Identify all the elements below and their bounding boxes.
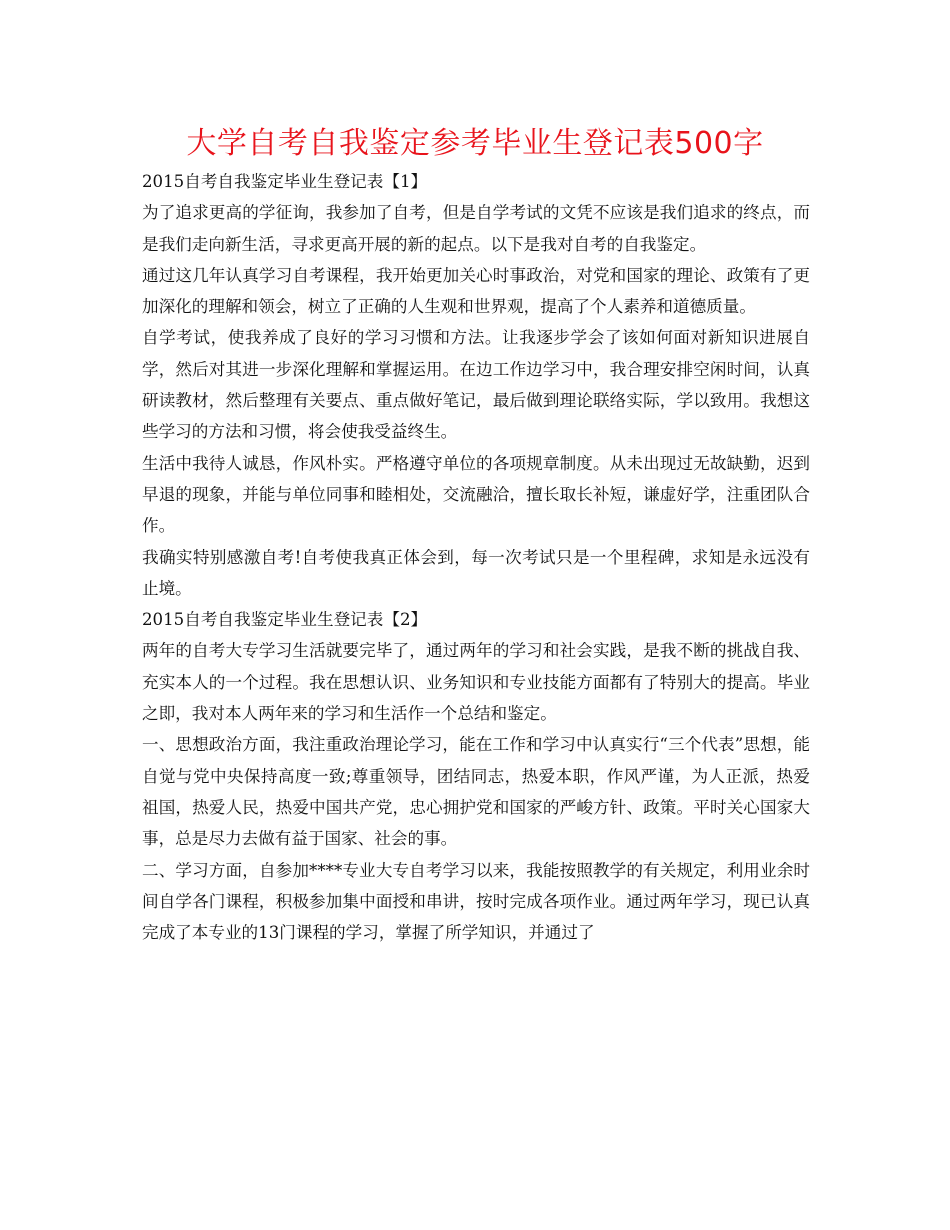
paragraph: 二、学习方面，自参加****专业大专自考学习以来，我能按照教学的有关规定，利用业余时间自学各门课程，积极参加集中面授和串讲，按时完成各项作业。通过两年学习，现已认真完成了本专业的13门课程的学习，掌握了所学知识，并通过了 <box>142 860 810 943</box>
paragraph: 为了追求更高的学征询，我参加了自考，但是自学考试的文凭不应该是我们追求的终点，而是我们走向新生活，寻求更高开展的新的起点。以下是我对自考的自我鉴定。 <box>142 203 810 254</box>
paragraph: 生活中我待人诚恳，作风朴实。严格遵守单位的各项规章制度。从未出现过无故缺勤，迟到早退的现象，并能与单位同事和睦相处，交流融洽，擅长取长补短，谦虚好学，注重团队合作。 <box>142 453 810 536</box>
document-body <box>142 166 810 948</box>
paragraph: 我确实特别感激自考!自考使我真正体会到，每一次考试只是一个里程碑，求知是永远没有止境。 <box>142 547 810 598</box>
paragraph: 一、思想政治方面，我注重政治理论学习，能在工作和学习中认真实行“三个代表”思想，能自觉与党中央保持高度一致;尊重领导，团结同志，热爱本职，作风严谨，为人正派，热爱祖国，热爱人民，热爱中国共产党，忠心拥护党和国家的严峻方针、政策。平时关心国家大事，总是尽力去做有益于国家、社会的事。 <box>142 735 810 849</box>
section-heading-2: 2015自考自我鉴定毕业生登记表【2】 <box>142 610 428 630</box>
document-title: 大学自考自我鉴定参考毕业生登记表500字 <box>186 126 764 161</box>
paragraph: 自学考试，使我养成了良好的学习习惯和方法。让我逐步学会了该如何面对新知识进展自学，然后对其进一步深化理解和掌握运用。在边工作边学习中，我合理安排空闲时间，认真研读教材，然后整理有关要点、重点做好笔记，最后做到理论联络实际，学以致用。我想这些学习的方法和习惯，将会使我受益终生。 <box>142 328 810 442</box>
section-heading-1: 2015自考自我鉴定毕业生登记表【1】 <box>142 172 428 191</box>
paragraph: 两年的自考大专学习生活就要完毕了，通过两年的学习和社会实践，是我不断的挑战自我、充实本人的一个过程。我在思想认识、业务知识和专业技能方面都有了特别大的提高。毕业之即，我对本人两年来的学习和生活作一个总结和鉴定。 <box>142 641 810 724</box>
paragraph: 通过这几年认真学习自考课程，我开始更加关心时事政治，对党和国家的理论、政策有了更加深化的理解和领会，树立了正确的人生观和世界观，提高了个人素养和道德质量。 <box>142 265 810 317</box>
